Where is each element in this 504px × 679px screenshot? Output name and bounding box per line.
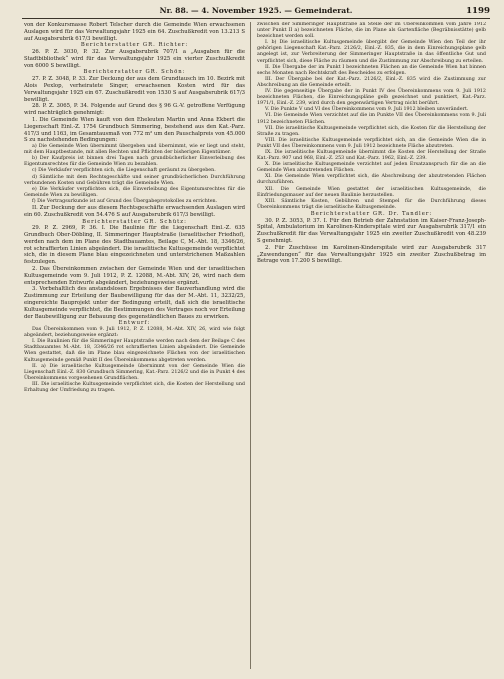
paragraph: II. Zur Deckung der aus diesem Rechtsgeschäfte erwachsenden Auslagen wird ein 60. Zuschußkredit von 54.476 S auf Ausgabsrubrik 617/3 bewilligt. bbox=[24, 205, 245, 218]
page-header bbox=[22, 4, 490, 19]
paragraph-small: XI. Die Gemeinde Wien verpflichtet sich, die Abschreibung der abzutretenden Flächen durchzuführen. bbox=[257, 174, 486, 186]
paragraph: von der Konkursmasse Robert Telscher durch die Gemeinde Wien erwachsenen Auslagen wird für das Verwaltungsjahr 1925 ein 64. Zuschußkredit von 13.213 S auf Ausgabsrubrik 617/3 bewilligt. bbox=[24, 22, 245, 42]
paragraph: 1. Die Gemeinde Wien kauft von den Eheleuten Martin und Anna Ekbert die Liegenschaft Einl.-Z. 1754 Grundbuch Simmering, bestehend aus den Kat.-Parz. 417/3 und 1163, im Gesamtausmaß von 772 m² um den Pauschalpreis von 45.000 S zu nachstehenden Bedingungen: bbox=[24, 116, 245, 144]
paragraph: 2. Für Zuschüsse im Karolinen-Kinderspitale wird zur Ausgabsrubrik 317 „Zuwendungen“ für das Verwaltungsjahr 1925 ein zweiter Zuschußbetrag im Betrage von 17.200 S bewilligt. bbox=[257, 244, 486, 265]
paragraph-small: I. b) Die israelitische Kultusgemeinde übergibt der Gemeinde Wien den Teil der ihr gehörigen Liegenschaft Kat.-Parz. 2126/2, Einl.-Z. 835, die in dem Einreichungsplane gelb angelegt ist, zur Verbreiterung der Simmeringer Hauptstraße in das öffentliche Gut und verpflichtet sich, diese Fläche zu räumen und die Zustimmung zur Abschreibung zu erteilen. bbox=[257, 40, 486, 64]
paragraph: 26. P. Z. 3030, P. 32. Zur Ausgabsrubrik 707/1 a „Ausgaben für die Stadtbibliothek“ wird für das Verwaltungsjahr 1925 ein vierter Zuschußkredit von 6000 S bewilligt. bbox=[24, 49, 245, 69]
paragraph: 29. P. Z. 2969, P. 36. I. Die Baulinie für die Liegenschaft Einl.-Z. 635 Grundbuch Ober-Döbling, II. Simmeringer Hauptstraße (israelitischer Friedhof), werden nach dem im Plane des Stadtbauamtes, Beilage C, M.-Abt. 18, 3346/26, rot schraffierten Linien abgeändert. Die israelitische Kultusgemeinde verpflichtet sich, die in diesem Plane blau eingezeichneten und unterstrichenen Maßzahlen festzulegen. bbox=[24, 225, 245, 266]
paragraph-small: VII. Die israelitische Kultusgemeinde verpflichtet sich, die Kosten für die Herstellung der Straße zu tragen. bbox=[257, 125, 486, 137]
paragraph-small: VIII. Die israelitische Kultusgemeinde verpflichtet sich, an die Gemeinde Wien die in Punkt VII des Übereinkommens vom 9. Juli 1912 bezeichnete Fläche abzutreten. bbox=[257, 137, 486, 149]
page-number: 1199 bbox=[466, 6, 490, 16]
paragraph-small: III. Die israelitische Kultusgemeinde verpflichtet sich, die Kosten der Herstellung und Erhaltung der Umfriedung zu tragen. bbox=[24, 381, 245, 393]
paragraph: 27. P. Z. 3048, P. 33. Zur Deckung der aus dem Grundtausch im 10. Bezirk mit Alois Pexlop, verheiratete Singer, erwachsenen Kosten wird für das Verwaltungsjahr 1925 ein 67. Zuschußkredit von 1530 S auf Ausgabsrubrik 617/3 bewilligt. bbox=[24, 76, 245, 103]
paragraph-small: a) Die Gemeinde Wien übernimmt übergeben und übernimmt, wie er liegt und steht, mit dem Hauptbestande, mit allen Rechten und Pflichten der bisherigen Eigentümer. bbox=[24, 144, 245, 156]
paragraph-small: f) Die Vertragsurkunde ist auf Grund des Übergabeprotokolles zu errichten. bbox=[32, 198, 218, 204]
rapporteur-heading: Berichterstatter GR. Richter: bbox=[80, 42, 189, 49]
right-column bbox=[257, 22, 486, 671]
paragraph-small: e) Die Verkäufer verpflichten sich, die Einverleibung des Eigentumsrechtes für die Gemeinde Wien zu bewilligen. bbox=[24, 186, 245, 198]
rapporteur-heading: Berichterstatter GR. Dr. Tandler: bbox=[310, 210, 433, 217]
paragraph-small: V. Die Punkte V und VI des Übereinkommens vom 9. Juli 1912 bleiben unverändert. bbox=[265, 107, 469, 113]
left-column bbox=[24, 22, 245, 671]
paragraph-small: IX. Die israelitische Kultusgemeinde übernimmt die Kosten der Herstellung der Straße Kat.-Parz. 907 und 968, Einl.-Z. 253 und Kat.-Parz. 1962, Einl.-Z. 239. bbox=[257, 149, 486, 162]
draft-heading: Entwurf: bbox=[118, 320, 151, 327]
paragraph-small: IV. Die gegenseitige Übergabe der in Punkt IV des Übereinkommens vom 9. Juli 1912 bezeichneten Flächen, die Einreichungspläne gelb gezeichnet und punktiert, Kat.-Parz. 1971/1, Einl.-Z. 239, wird durch den gegenwärtigen Vertrag nicht berührt. bbox=[257, 89, 486, 107]
paragraph-small: III. Der Übergabe bei der Kat.-Parz. 2126/2, Einl.-Z. 835 wird die Zustimmung zur Abschreibung an die Gemeinde erteilt. bbox=[257, 76, 486, 88]
rapporteur-heading: Berichterstatter GR. Schütz: bbox=[82, 218, 187, 225]
paragraph-small: d) Sämtliche mit dem Rechtsgeschäfte und seiner grundbücherlichen Durchführung verbundenen Kosten und Gebühren trägt die Gemeinde Wien. bbox=[24, 174, 245, 186]
paragraph-small: XII. Die Gemeinde Wien gestattet der israelitischen Kultusgemeinde, die Einfriedungsmauer auf der neuen Baulinie herzustellen. bbox=[257, 186, 486, 198]
paragraph-small: II. a) Die israelitische Kultusgemeinde übernimmt von der Gemeinde Wien die Liegenschaft Einl.-Z. 830 Grundbuch Simmering, Kat.-Parz. 2126/2 und die in Punkt 4 des Übereinkommens vorgesehenen Grundflächen. bbox=[24, 363, 245, 381]
column-divider bbox=[250, 22, 251, 669]
paragraph: 30. P. Z. 3053, P. 37. I. Für den Betrieb der Zahnstation im Kaiser-Franz-Joseph-Spital, Ambulatorium im Karolinen-Kinderspitale wird zur Ausgabsrubrik 317/1 ein Zuschußkredit für das Verwaltungsjahr 1925 ein zweiter Zuschußkredit von 48.239 S genehmigt. bbox=[257, 217, 486, 245]
paragraph-small: Das Übereinkommen vom 9. Juli 1912, P. Z. 12088, M.-Abt. XIV, 26, wird wie folgt abgeändert, beziehungsweise ergänzt: bbox=[24, 327, 245, 339]
paragraph-small: zwischen der Simmeringer Hauptstraße an Stelle der im Übereinkommen vom Jahre 1912 unter Punkt II a) bezeichneten Fläche, die im Plane als Gartenfläche (Begräbnisstätte) gelb bezeichnet werden soll. bbox=[257, 22, 486, 40]
paragraph-small: VI. Die Gemeinde Wien verzichtet auf die im Punkte VII des Übereinkommens vom 9. Juli 1912 bezeichneten Flächen. bbox=[257, 113, 486, 125]
paragraph: 2. Das Übereinkommen zwischen der Gemeinde Wien und der israelitischen Kultusgemeinde vom 9. Juli 1912, P. Z. 12088, M.-Abt. XIV, 26, wird nach dem entsprechenden Entwurfe abgeändert, beziehungsweise ergänzt. bbox=[24, 266, 245, 286]
paragraph-small: II. Die Übergabe der im Punkt I bezeichneten Flächen an die Gemeinde Wien hat binnen sechs Monaten nach Rechtskraft des Bescheides zu erfolgen. bbox=[257, 64, 486, 76]
paragraph-small: I. Die Baulinien für die Simmeringer Hauptstraße werden nach dem der Beilage C des Stadtbauamtes M.-Abt. 18, 3346/26 rot schraffierten Linien abgeändert. Die Gemeinde Wien gestattet, daß die im Plane blau eingezeichnete Flächen von der israelitischen Kultusgemeinde gemäß Punkt II des Übereinkommens abgetreten werden. bbox=[24, 339, 245, 363]
paragraph-small: b) Der Kaufpreis ist binnen drei Tagen nach grundbücherlicher Einverleibung des Eigentumsrechtes für die Gemeinde Wien zu bezahlen. bbox=[24, 156, 245, 168]
paragraph-small: c) Die Verkäufer verpflichten sich, die Liegenschaft geräumt zu übergeben. bbox=[32, 168, 216, 174]
paragraph: 3. Vorbehaltlich des anstandslosen Ergebnisses der Bauverhandlung wird die Zustimmung zur Erteilung der Baubewilligung für das der M.-Abt. 11, 3232/25, eingereichte Bauprojekt unter der Bedingung erteilt, daß sich die israelitische Kultusgemeinde verpflichtet, die Bestimmungen des Vertrages noch vor Erteilung der Baubewilligung zur Bebauung des gegenständlichen Baues zu erwirken. bbox=[24, 286, 245, 320]
header-title: Nr. 88. — 4. November 1925. — Gemeinderat. bbox=[159, 6, 353, 15]
paragraph: 28. P. Z. 3065, P. 34. Folgende auf Grund des § 96 G.-V. getroffene Verfügung wird nachträglich genehmigt: bbox=[24, 103, 245, 117]
paragraph-small: XIII. Sämtliche Kosten, Gebühren und Stempel für die Durchführung dieses Übereinkommens trägt die israelitische Kultusgemeinde. bbox=[257, 198, 486, 210]
rapporteur-heading: Berichterstatter GR. Schön: bbox=[83, 69, 186, 76]
paragraph-small: X. Die israelitische Kultusgemeinde verzichtet auf jeden Ersatzanspruch für die an die Gemeinde Wien abzutretenden Flächen. bbox=[257, 162, 486, 174]
